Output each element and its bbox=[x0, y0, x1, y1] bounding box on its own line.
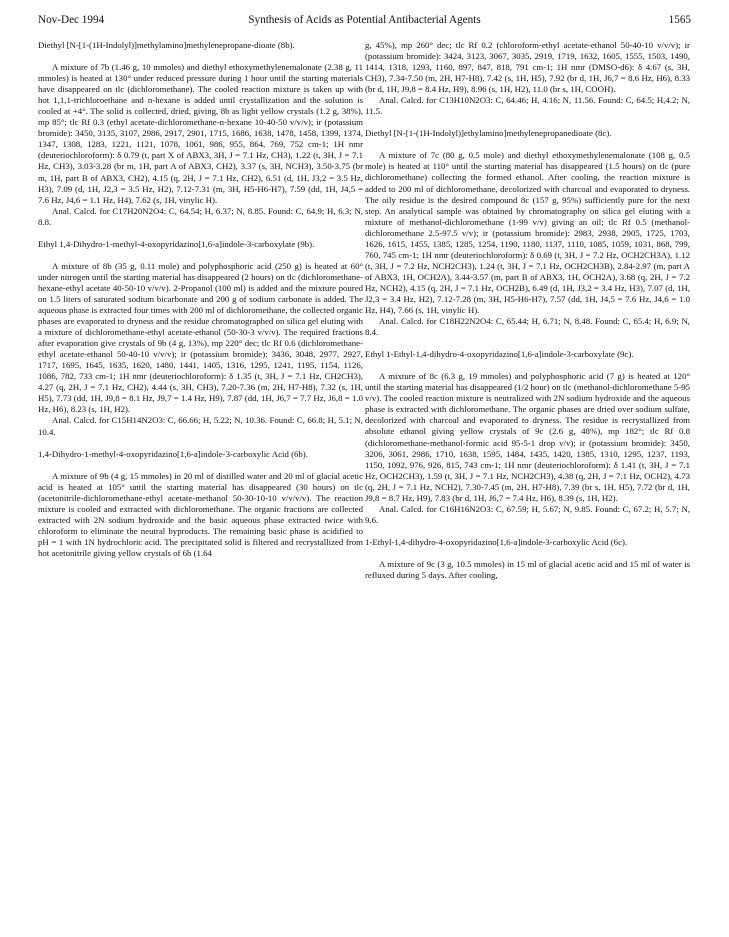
issue-date: Nov-Dec 1994 bbox=[38, 14, 105, 26]
compound-heading-9b: Ethyl 1,4-Dihydro-1-methyl-4-oxopyridazino[1,6-a]indole-3-carboxylate (9b). bbox=[38, 238, 315, 249]
procedure-6b: A mixture of 9b (4 g, 15 mmoles) in 20 ml of distilled water and 20 ml of glacial acetic acid is heated at 105° until the starting material has disappeared (30 hours) on tlc (acetonitrile-dichloromethane-ethyl acetate-methanol 50-30-10-10 v/v/v/v). The reaction mixture is cooled and extracted with dichloromethane. The organic fractions are collected extracted with 2N sodium hydroxide and the basic aqueous phase extracted twice with chloroform to eliminate the neutral byproducts. The remaining basic phase is acidified to pH = 1 with 1N hydrochloric acid. The precipitated solid is filtered and recrystallized from hot acetonitrile giving yellow crystals of 6b (1.64 bbox=[38, 470, 363, 558]
running-header bbox=[38, 14, 691, 28]
analysis-9b: Anal. Calcd. for C15H14N2O3: C, 66.66; H, 5.22; N, 10.36. Found: C, 66.8; H, 5.1; N, 10.4. bbox=[38, 415, 363, 437]
compound-heading-6c: 1-Ethyl-1,4-dihydro-4-oxopyridazino[1,6-a]indole-3-carboxylic Acid (6c). bbox=[365, 536, 628, 547]
compound-heading-9c: Ethyl 1-Ethyl-1,4-dihydro-4-oxopyridazino[1,6-a]indole-3-carboxylate (9c). bbox=[365, 349, 634, 360]
compound-heading-8b: Diethyl [N-[1-(1H-Indolyl)]methylamino]methylenepropane-dioate (8b). bbox=[38, 40, 295, 50]
analysis-8c: Anal. Calcd. for C18H22N2O4: C, 65.44; H, 6.71; N, 8.48. Found: C, 65.4; H, 6.9; N, 8.4. bbox=[365, 316, 690, 338]
procedure-6b-continued: g, 45%), mp 260° dec; tlc Rf 0.2 (chloroform-ethyl acetate-ethanol 50-40-10 v/v/v); ir (potassium bromide): 3424, 3123, 3067, 3035, 2919, 1719, 1632, 1605, 1555, 1503, 1490, 1414, 1318, 1293, 1160, 897, 847, 818, 791 cm-1; 1H nmr (DMSO-d6): δ 4.67 (s, 3H, CH3), 7.34-7.50 (m, 2H, H7-H8), 7.42 (s, 1H, H5), 7.92 (br d, 1H, J6,7 = 8.6 Hz, H6), 8.33 (br d, 1H, J9,8 = 8.4 Hz, H9), 8.96 (s, 1H, H2), 11.0 (br s, 1H, COOH). bbox=[365, 40, 690, 95]
analysis-9c: Anal. Calcd. for C16H16N2O3: C, 67.59; H, 5.67; N, 9.85. Found: C, 67.2; H, 5.7; N, 9.6. bbox=[365, 503, 690, 525]
procedure-8b: A mixture of 7b (1.46 g, 10 mmoles) and diethyl ethoxymethylenemalonate (2.38 g, 11 mmoles) is heated at 130° under reduced pressure during 1 hour until the starting materials have disappeared on tlc (dichloromethane). The cooled reaction mixture is taken up with hot 1,1,1-trichloroethane and n-hexane is added until crystallization and the solution is cooled at +4°. The solid is collected, dried, giving, 8b as light yellow crystals (1.2 g, 38%), mp 85°; tlc Rf 0.3 (ethyl acetate-dichloromethane-n-hexane 10-40-50 v/v/v); ir (potassium bromide): 3450, 3135, 3107, 2986, 2917, 2901, 1715, 1686, 1638, 1478, 1458, 1399, 1374, 1347, 1308, 1283, 1221, 1121, 1078, 1061, 986, 955, 864, 769, 752 cm-1; 1H nmr (deuteriochloroform): δ 0.79 (t, part X of ABX3, 3H, J = 7.1 Hz, CH3), 1.22 (t, 3H, J = 7.1 Hz, CH3), 3.03-3.28 (br m, 1H, part A of ABX3, CH2), 3.37 (s, 3H, NCH3), 3.50-3.75 (br m, 1H, part B of ABX3, CH2), 4.15 (q, 2H, J = 7.1 Hz, CH2), 6.51 (d, 1H, J3,2 = 3.5 Hz, H3), 7.09 (d, 1H, J2,3 = 3.5 Hz, H2), 7.12-7.31 (m, 3H, H5-H6-H7), 7.59 (dd, 1H, J4,5 = 7.6 Hz, J4,6 = 1.1 Hz, H4), 7.62 (s, 1H, vinylic H). bbox=[38, 62, 363, 205]
left-column bbox=[38, 40, 363, 559]
procedure-6c: A mixture of 9c (3 g, 10.5 mmoles) in 15 ml of glacial acetic acid and 15 ml of water is refluxed during 5 days. After cooling, bbox=[365, 558, 690, 580]
procedure-8c: A mixture of 7c (80 g, 0.5 mole) and diethyl ethoxymethylenemalonate (108 g, 0.5 mole) is heated at 110° until the starting material has disappeared (1.5 hours) on tlc (pure dichloromethane) collecting the formed ethanol. After cooling, the reaction mixture is added to 200 ml of dichloromethane, decolorized with charcoal and evaporated to dryness. The oily residue is the desired compound 8c (157 g, 95%) sufficiently pure for the next step. An analytical sample was obtained by chromatography on silica gel eluting with a mixture of methanol-dichloromethane (1-99 v/v) giving an oil; tlc Rf 0.5 (methanol-dichloromethane 2.5-97.5 v/v); ir (potassium bromide): 2983, 2938, 2905, 1725, 1703, 1626, 1615, 1455, 1385, 1285, 1254, 1190, 1180, 1137, 1110, 1085, 1059, 1031, 868, 799, 760, 745 cm-1; 1H nmr (deuteriochloroform): δ 0.69 (t, 3H, J = 7.2 Hz, OCH2CH3A), 1.12 (t, 3H, J = 7.2 Hz, NCH2CH3), 1.24 (t, 3H, J = 7.1 Hz, OCH2CH3B), 2.84-2.97 (m, part A of ABX3, 1H, OCH2A), 3.44-3.57 (m, part B of ABX3, 1H, OCH2A), 3.68 (q, 2H, J = 7.2 Hz, NCH2), 4.15 (q, 2H, J = 7.1 Hz, OCH2B), 6.49 (d, 1H, J3,2 = 3.4 Hz, H3), 7.07 (d, 1H, J2,3 = 3.4 Hz, H2), 7.12-7.28 (m, 3H, H5-H6-H7), 7.57 (dd, 1H, J4,5 = 7.6 Hz, J4,6 = 1.0 Hz, H4), 7.66 (s, 1H, vinylic H). bbox=[365, 150, 690, 316]
analysis-8b: Anal. Calcd. for C17H20N2O4: C, 64.54; H, 6.37; N, 8.85. Found: C, 64.9; H, 6.3; N, 8.8. bbox=[38, 205, 363, 227]
running-title: Synthesis of Acids as Potential Antibacterial Agents bbox=[248, 14, 481, 26]
page-number: 1565 bbox=[668, 14, 691, 26]
procedure-9b: A mixture of 8b (35 g, 0.11 mole) and polyphosphoric acid (250 g) is heated at 60° under nitrogen until the starting material has disappeared (2 hours) on tlc (dichloromethane-hexane-ethyl acetate 40-50-10 v/v/v). 2-Propanol (100 ml) is added and the mixture poured on 1.5 liters of saturated sodium bicarbonate and 200 g of sodium carbonate is added. The aqueous phase is extracted four times with 200 ml of dichloromethane, the collected organic phases are evaporated to dryness and the residue chromatographed on silica gel eluting with a mixture of dichloromethane-ethyl acetate-ethanol (50-30-3 v/v/v). The required fractions after evaporation give crystals of 9b (4 g, 13%), mp 220° dec; tlc Rf 0.6 (dichloromethane-ethyl acetate-ethanol 50-40-10 v/v/v); ir (potassium bromide): 3436, 3048, 2977, 2927, 1717, 1695, 1645, 1635, 1620, 1480, 1441, 1405, 1316, 1295, 1241, 1195, 1154, 1126, 1086, 782, 733 cm-1; 1H nmr (deuteriochloroform): δ 1.35 (t, 3H, J = 7.1 Hz, CH2CH3), 4.27 (q, 2H, J = 7.1 Hz, CH2), 4.44 (s, 3H, CH3), 7.20-7.36 (m, 2H, H7-H8), 7.32 (s, 1H, H5), 7.73 (dd, 1H, J9,8 = 8.1 Hz, J9,7 = 1.4 Hz, H9), 7.87 (dd, 1H, J6,7 = 7.7 Hz, J6,8 = 1.0 Hz, H6), 8.23 (s, 1H, H2). bbox=[38, 260, 363, 415]
right-column bbox=[365, 40, 690, 581]
compound-heading-8c: Diethyl [N-[1-(1H-Indolyl)]ethylamino]methylenepropanedioate (8c). bbox=[365, 128, 612, 139]
procedure-9c: A mixture of 8c (6.3 g, 19 mmoles) and polyphosphoric acid (7 g) is heated at 120° until the starting material has disappeared (1/2 hour) on tlc (methanol-dichloromethane 5-95 v/v). The cooled reaction mixture is neutralized with 2N sodium hydroxide and the aqueous phase is extracted with dichloromethane. The organic phases are dried over sodium sulfate, decolorized with charcoal and evaporated to dryness. The residue is recrystallized from absolute ethanol giving yellow crystals of 9c (2.6 g, 48%), mp 182°; tlc Rf 0.8 (dichloromethane-methanol-formic acid 95-5-1 drop v/v); ir (potassium bromide): 3450, 3206, 3061, 2986, 1710, 1638, 1595, 1484, 1435, 1420, 1385, 1310, 1295, 1237, 1193, 1150, 1092, 976, 926, 815, 743 cm-1; 1H nmr (deuteriochloroform): δ 1.41 (t, 3H, J = 7.1 Hz, OCH2CH3), 1.59 (t, 3H, J = 7.1 Hz, NCH2CH3), 4.38 (q, 2H, J = 7.1 Hz, OCH2), 4.73 (q, 2H, J = 7.1 Hz, NCH2), 7.30-7.45 (m, 2H, H7-H8), 7.39 (br s, 1H, H5), 7.72 (br d, 1H, J9,8 = 8.7 Hz, H9), 7.83 (br d, 1H, J6,7 = 7.4 Hz, H6), 8.39 (s, 1H, H2). bbox=[365, 371, 690, 503]
analysis-6b: Anal. Calcd. for C13H10N2O3: C, 64.46; H, 4.16; N, 11.56. Found: C, 64.5; H,4.2; N, 11.5. bbox=[365, 95, 690, 117]
compound-heading-6b: 1,4-Dihydro-1-methyl-4-oxopyridazino[1,6-a]indole-3-carboxylic Acid (6b). bbox=[38, 448, 308, 459]
